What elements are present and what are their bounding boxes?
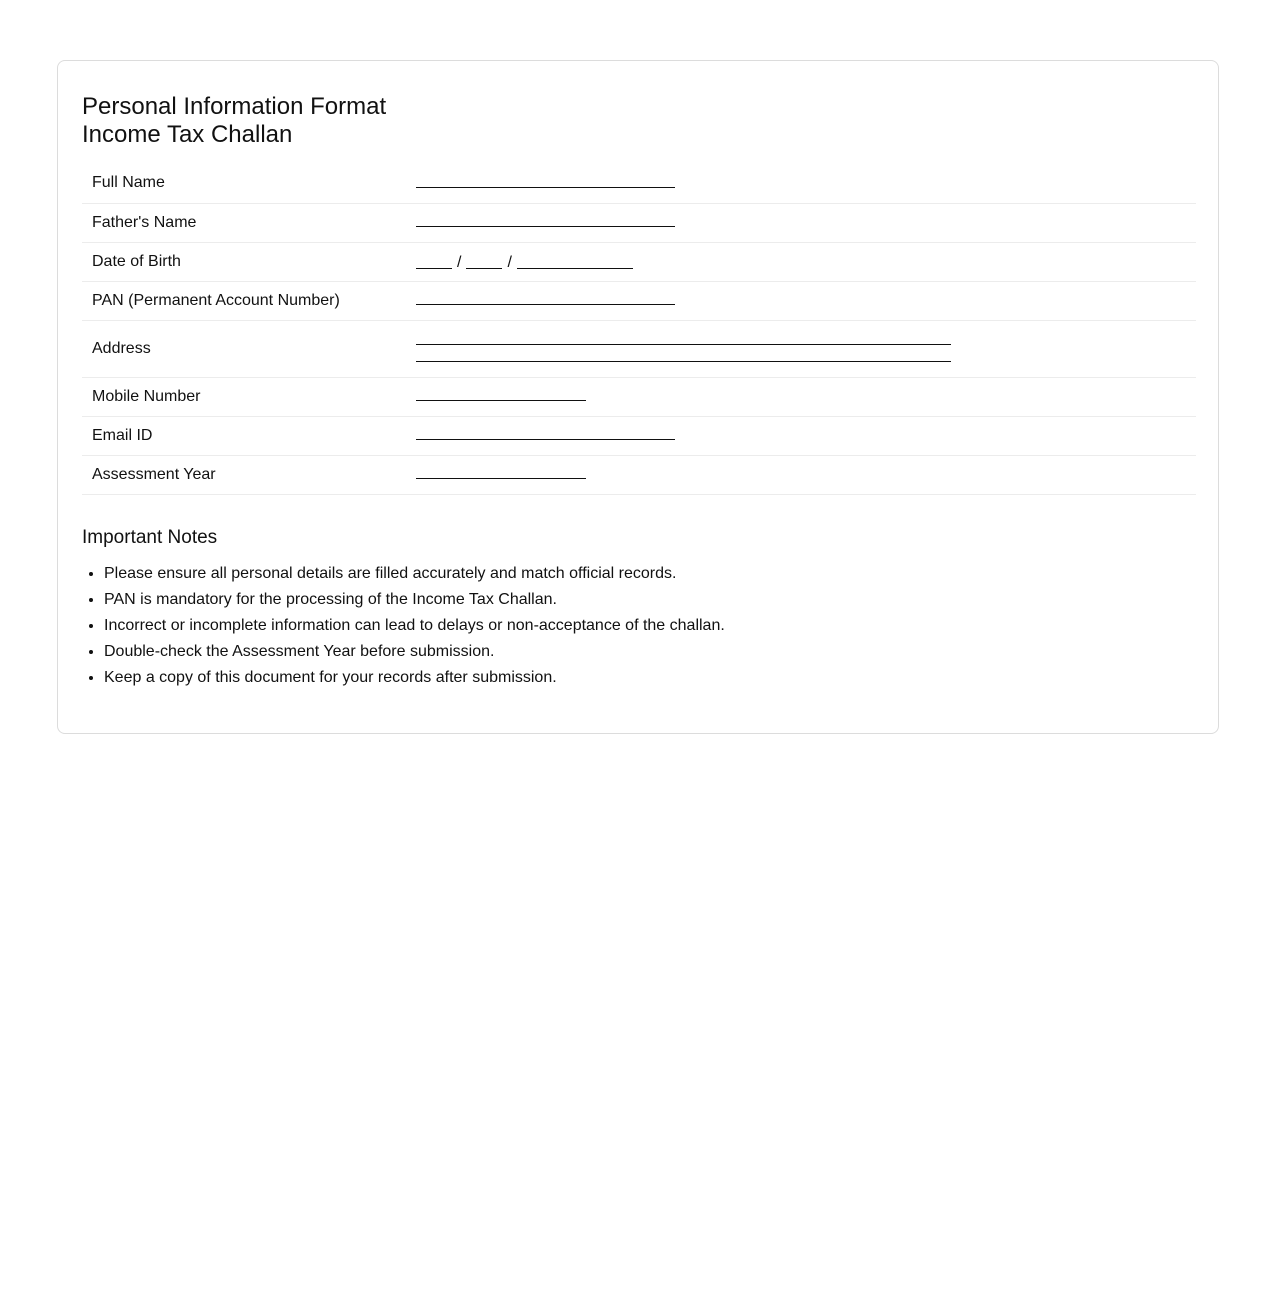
date-of-birth-label: Date of Birth bbox=[82, 242, 416, 281]
fathers-name-blank[interactable] bbox=[416, 226, 675, 227]
field-row-mobile-number bbox=[82, 377, 1196, 416]
pan-blank-cell bbox=[416, 281, 1196, 320]
dob-year-blank[interactable] bbox=[517, 268, 633, 269]
field-row-fathers-name bbox=[82, 203, 1196, 242]
personal-info-table bbox=[82, 164, 1196, 495]
pan-label: PAN (Permanent Account Number) bbox=[82, 281, 416, 320]
field-row-email-id bbox=[82, 416, 1196, 455]
date-of-birth-blanks bbox=[416, 254, 1196, 272]
document-title bbox=[82, 93, 386, 149]
title-line-1: Personal Information Format bbox=[82, 93, 387, 120]
field-row-address bbox=[82, 320, 1196, 377]
assessment-year-blank[interactable] bbox=[416, 478, 586, 479]
email-id-label: Email ID bbox=[82, 416, 416, 455]
title-line-2: Income Tax Challan bbox=[82, 121, 293, 148]
email-id-blank-cell bbox=[416, 416, 1196, 455]
assessment-year-blank-cell bbox=[416, 455, 1196, 494]
date-of-birth-blank-cell bbox=[416, 242, 1196, 281]
address-label: Address bbox=[82, 320, 416, 377]
field-row-full-name bbox=[82, 164, 1196, 203]
assessment-year-label: Assessment Year bbox=[82, 455, 416, 494]
note-item: • Please ensure all personal details are filled accurately and match official records. bbox=[104, 561, 725, 587]
dob-month-blank[interactable] bbox=[466, 268, 502, 269]
mobile-number-blank[interactable] bbox=[416, 400, 586, 401]
full-name-blank[interactable] bbox=[416, 187, 675, 188]
field-row-date-of-birth bbox=[82, 242, 1196, 281]
note-item: • Incorrect or incomplete information can lead to delays or non-acceptance of the challan. bbox=[104, 613, 725, 639]
dob-separator-1: / bbox=[457, 253, 462, 271]
address-blank-line-2[interactable] bbox=[416, 361, 951, 362]
email-id-blank[interactable] bbox=[416, 439, 675, 440]
address-blank-line-1[interactable] bbox=[416, 344, 951, 345]
dob-day-blank[interactable] bbox=[416, 268, 452, 269]
full-name-label: Full Name bbox=[82, 164, 416, 203]
note-item: • PAN is mandatory for the processing of the Income Tax Challan. bbox=[104, 587, 725, 613]
form-card bbox=[57, 60, 1219, 734]
field-row-assessment-year bbox=[82, 455, 1196, 494]
note-item: • Keep a copy of this document for your records after submission. bbox=[104, 665, 725, 691]
full-name-blank-cell bbox=[416, 164, 1196, 203]
pan-blank[interactable] bbox=[416, 304, 675, 305]
field-row-pan bbox=[82, 281, 1196, 320]
dob-separator-2: / bbox=[507, 253, 512, 271]
notes-list bbox=[82, 561, 725, 691]
note-item: • Double-check the Assessment Year before submission. bbox=[104, 639, 725, 665]
mobile-number-label: Mobile Number bbox=[82, 377, 416, 416]
address-blank-cell bbox=[416, 320, 1196, 377]
fathers-name-label: Father's Name bbox=[82, 203, 416, 242]
mobile-number-blank-cell bbox=[416, 377, 1196, 416]
fathers-name-blank-cell bbox=[416, 203, 1196, 242]
notes-heading: Important Notes bbox=[82, 527, 218, 548]
